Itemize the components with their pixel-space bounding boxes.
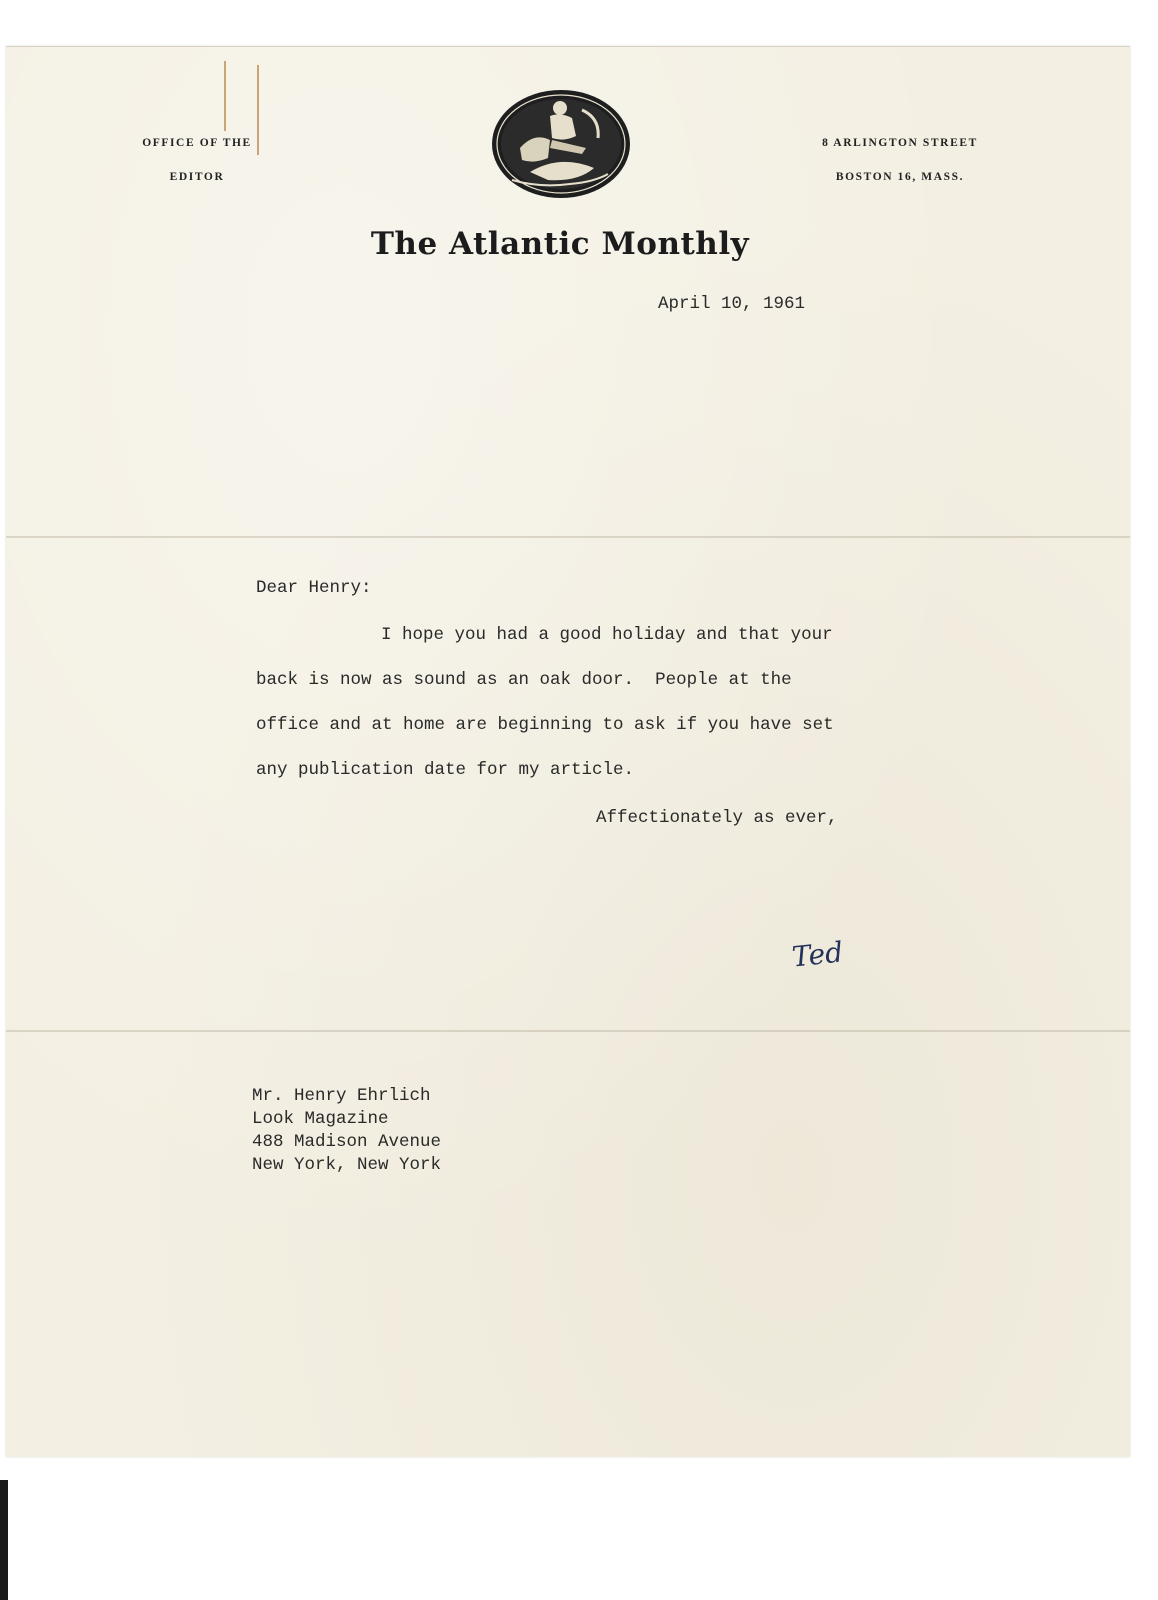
letterhead-office-line1: OFFICE OF THE [142, 137, 252, 149]
fold-line [6, 1030, 1130, 1032]
body-line: back is now as sound as an oak door. People at the [256, 670, 792, 690]
body-line: any publication date for my article. [256, 760, 635, 780]
body-line: office and at home are beginning to ask if you have set [256, 715, 834, 735]
recipient-line: Look Magazine [252, 1109, 389, 1129]
body-line: I hope you had a good holiday and that your [381, 625, 833, 645]
recipient-line: New York, New York [252, 1155, 442, 1175]
fold-line [6, 536, 1130, 538]
letter-date: April 10, 1961 [658, 294, 806, 314]
salutation: Dear Henry: [256, 578, 372, 598]
masthead-title: The Atlantic Monthly [370, 226, 750, 262]
recipient-line: Mr. Henry Ehrlich [252, 1086, 431, 1106]
atlantic-monthly-seal-icon [490, 88, 632, 200]
closing: Affectionately as ever, [596, 808, 838, 828]
letterhead-address-line2: BOSTON 16, MASS. [835, 171, 965, 183]
handwritten-signature: Ted [790, 935, 845, 974]
letterhead-address-line1: 8 ARLINGTON STREET [822, 137, 978, 149]
paper-stain [224, 61, 226, 131]
letterhead-office-line2: EDITOR [169, 171, 225, 183]
recipient-line: 488 Madison Avenue [252, 1132, 442, 1152]
scan-edge-mark [0, 1480, 8, 1600]
